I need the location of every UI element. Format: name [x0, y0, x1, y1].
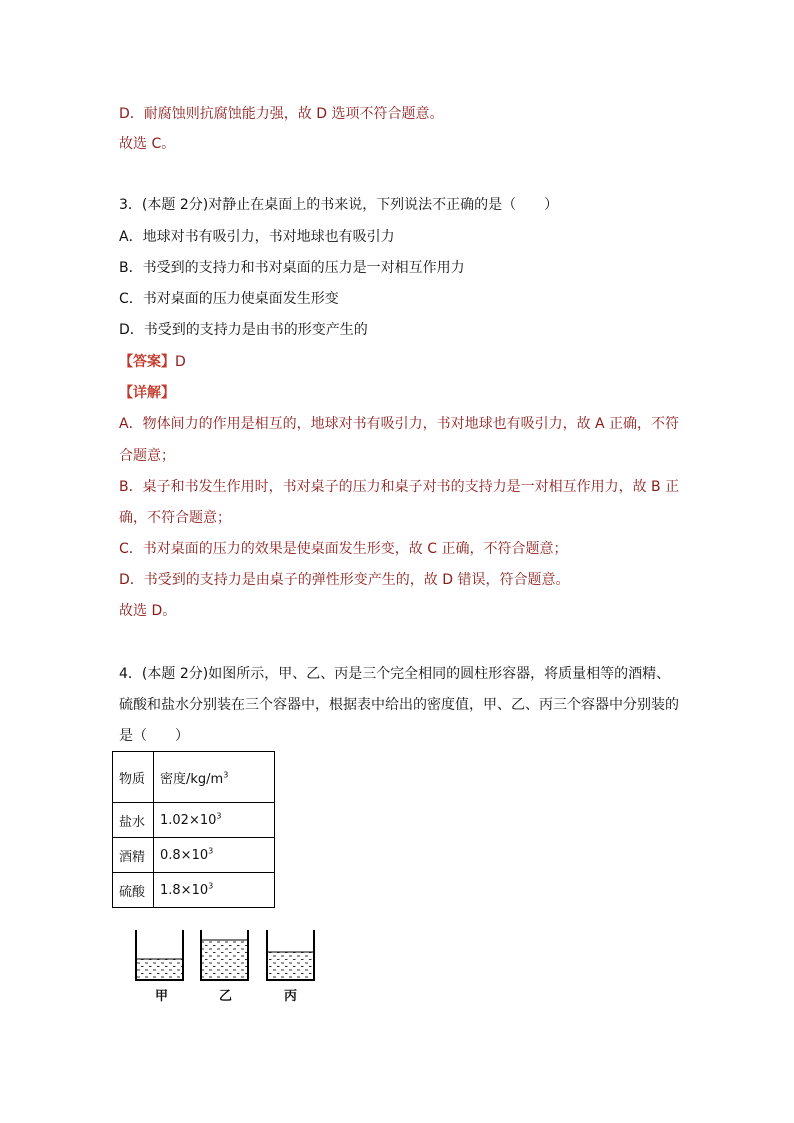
prev-option-d: D．耐腐蚀则抗腐蚀能力强，故 D 选项不符合题意。 [119, 106, 444, 122]
liquid-bing [268, 952, 313, 979]
q3-detail-a1: A．物体间力的作用是相互的，地球对书有吸引力，书对地球也有吸引力，故 A 正确，不符 [119, 416, 680, 432]
liquid-jia [137, 959, 182, 979]
q3-detail-b2: 确，不符合题意； [119, 510, 231, 526]
q4-stem-line-3: 是（ ） [119, 728, 189, 744]
density-value: $0.8\times 10^3$ [154, 838, 275, 873]
liquid-yi [202, 940, 247, 979]
header-substance: 物质 [113, 752, 154, 803]
q3-detail-c: C．书对桌面的压力的效果是使桌面发生形变，故 C 正确，不符合题意； [119, 541, 568, 557]
density-value: $1.8\times 10^3$ [154, 873, 275, 908]
table-header-row [113, 752, 275, 803]
q3-option-c: C．书对桌面的压力使桌面发生形变 [119, 291, 339, 307]
q3-detail-d: D．书受到的支持力是由桌子的弹性形变产生的，故 D 错误，符合题意。 [119, 572, 570, 588]
containers-figure [128, 925, 338, 985]
q4-stem-line-2: 硫酸和盐水分别装在三个容器中，根据表中给出的密度值，甲、乙、丙三个容器中分别装的 [119, 697, 679, 713]
container-yi [201, 930, 248, 980]
density-value: $1.02\times 10^3$ [154, 803, 275, 838]
table-row [113, 803, 275, 838]
label-yi: 乙 [219, 989, 233, 1004]
q3-detail-a2: 合题意； [119, 448, 175, 464]
substance-name: 盐水 [113, 803, 154, 838]
q3-answer [119, 352, 186, 372]
q3-option-d: D．书受到的支持力是由书的形变产生的 [119, 322, 368, 338]
q3-option-a: A．地球对书有吸引力，书对地球也有吸引力 [119, 229, 395, 245]
q4-stem-line-1: 4．(本题 2分)如图所示，甲、乙、丙是三个完全相同的圆柱形容器，将质量相等的酒精、 [119, 666, 671, 682]
substance-name: 硫酸 [113, 873, 154, 908]
q3-detail-label: 【详解】 [119, 385, 175, 401]
container-bing [267, 930, 314, 980]
q3-option-b: B．书受到的支持力和书对桌面的压力是一对相互作用力 [119, 260, 465, 276]
prev-choice: 故选 C。 [119, 136, 176, 152]
q3-choice: 故选 D。 [119, 603, 177, 619]
table-row [113, 873, 275, 908]
q3-stem: 3．(本题 2分)对静止在桌面上的书来说，下列说法不正确的是（ ） [119, 197, 559, 213]
table-row [113, 838, 275, 873]
label-jia: 甲 [155, 989, 169, 1004]
container-jia [136, 930, 183, 980]
density-table [112, 751, 275, 908]
q3-detail-b1: B．桌子和书发生作用时，书对桌子的压力和桌子对书的支持力是一对相互作用力，故 B 正 [119, 479, 680, 495]
header-density: 密度$/kg/m^3$ [154, 752, 275, 803]
label-bing: 丙 [284, 989, 298, 1004]
answer-label: 【答案】 [119, 354, 175, 370]
substance-name: 酒精 [113, 838, 154, 873]
answer-value: D [175, 354, 186, 370]
